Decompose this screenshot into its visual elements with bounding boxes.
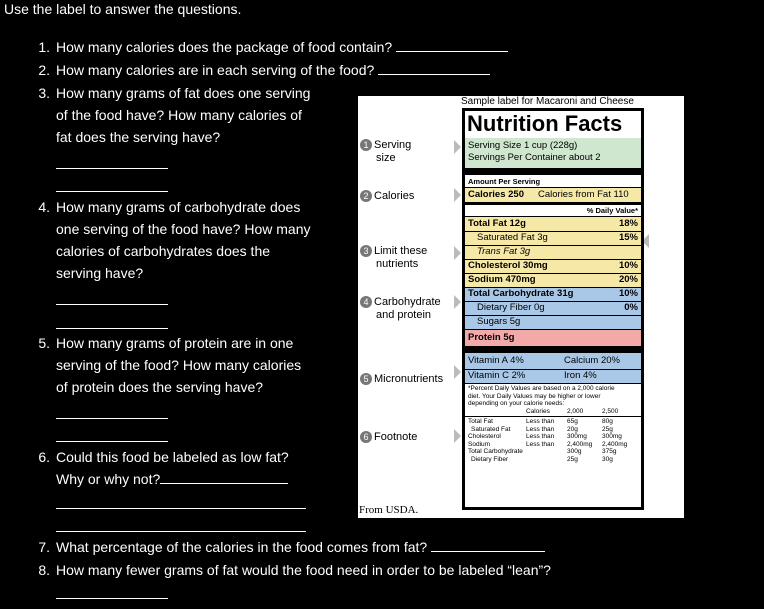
question-number: 4. — [38, 199, 50, 215]
question-number: 3. — [38, 85, 50, 101]
question-text: How many calories does the package of food contain? — [56, 39, 393, 55]
answer-blank[interactable] — [56, 191, 168, 192]
nutrition-label-figure — [358, 96, 684, 518]
callout-serving-size: 1 Serving size — [360, 139, 411, 165]
question-6 — [28, 446, 289, 490]
dietary-fiber-row: Dietary Fiber 0g 0% — [477, 302, 638, 313]
question-8 — [28, 559, 551, 581]
callout-carbohydrate-protein: 4 Carbohydrate and protein — [360, 296, 441, 322]
instruction: Use the label to answer the questions. — [4, 1, 242, 17]
question-number: 5. — [38, 335, 50, 351]
callout-limit-nutrients: 3 Limit these nutrients — [360, 245, 427, 271]
vitamin-c-row: Vitamin C 2% Iron 4% — [468, 370, 597, 381]
answer-blank[interactable] — [56, 418, 168, 419]
question-7 — [28, 536, 545, 558]
answer-blank[interactable] — [56, 531, 306, 532]
saturated-fat-row: Saturated Fat 3g 15% — [477, 232, 638, 243]
question-text: What percentage of the calories in the food comes from fat? — [56, 539, 428, 555]
answer-blank[interactable] — [56, 441, 168, 442]
number-badge: 1 — [360, 139, 372, 151]
number-badge: 2 — [360, 190, 372, 202]
total-carbohydrate-row: Total Carbohydrate 31g 10% — [468, 288, 638, 299]
nutrition-facts-title: Nutrition Facts — [467, 111, 623, 136]
sugars-row: Sugars 5g — [477, 316, 521, 327]
answer-blank[interactable] — [160, 469, 288, 484]
callout-micronutrients: 5 Micronutrients — [360, 373, 443, 386]
figure-source: From USDA. — [359, 504, 419, 516]
number-badge: 4 — [360, 296, 372, 308]
question-2 — [28, 59, 490, 81]
question-number: 7. — [38, 539, 50, 555]
question-text: How many grams of fat does one serving of the food have? How many calories of fat does the serving have? — [56, 85, 311, 145]
question-number: 8. — [38, 562, 50, 578]
arrow-right-icon — [454, 246, 461, 260]
question-3 — [28, 82, 310, 148]
total-fat-row: Total Fat 12g 18% — [468, 218, 638, 229]
figure-caption: Sample label for Macaroni and Cheese — [461, 96, 634, 107]
answer-blank[interactable] — [396, 37, 508, 52]
question-text: How many calories are in each serving of the food? — [56, 62, 375, 78]
trans-fat-row: Trans Fat 3g — [477, 246, 531, 257]
guide-to-daily-value: Guide to % Daily Value — [652, 235, 682, 289]
answer-blank[interactable] — [56, 328, 168, 329]
answer-blank[interactable] — [56, 598, 168, 599]
question-5 — [28, 332, 301, 398]
callout-calories: 2 Calories — [360, 190, 414, 203]
arrow-right-icon — [454, 429, 461, 443]
answer-blank[interactable] — [431, 537, 545, 552]
arrow-right-icon — [454, 295, 461, 309]
question-4 — [28, 196, 311, 284]
number-badge: 6 — [360, 431, 372, 443]
number-badge: 5 — [360, 373, 372, 385]
calories-row: Calories 250 Calories from Fat 110 — [468, 189, 629, 200]
cholesterol-row: Cholesterol 30mg 10% — [468, 260, 638, 271]
callout-footnote: 6 Footnote — [360, 431, 417, 444]
question-1 — [28, 36, 508, 58]
answer-blank[interactable] — [378, 60, 490, 75]
protein-row: Protein 5g — [468, 332, 515, 343]
nutrition-facts-panel: Nutrition Facts Serving Size 1 cup (228g) Servings Per Container about 2 Amount Per Serving Calories 250 Calories from Fat 110 % Daily Value* Total Fat 12g 18% Saturated Fat 3g 15% Trans Fat 3g Cholesterol 30mg 10% Sodium 470mg 20% Total Carbohydrate 31g 10% Dietary Fiber 0g 0% Sugars 5g Protein 5g Vitamin A 4% Calcium 20% Vitamin C 2% Iron 4% *Percent Daily Values are based on a 2,000 calorie diet. Your Daily Values may be higher or lower depending on your calorie needs: Calories 2,000 2,500 Total Fat Less than 65g 80g Saturated Fat Less than 20g 25g Cholesterol Less than 300mg 300mg Sodium Less than 2,400mg 2,400mg Total Carbohydrate 300g 375g Dietary Fiber 25g 30g — [462, 108, 644, 510]
arrow-right-icon — [454, 188, 461, 202]
question-text: How many grams of protein are in one serving of the food? How many calories of protein does the serving have? — [56, 335, 302, 395]
number-badge: 3 — [360, 245, 372, 257]
answer-blank[interactable] — [56, 304, 168, 305]
question-text: How many grams of carbohydrate does one serving of the food have? How many calories of carbohydrates does the serving have? — [56, 199, 311, 281]
vitamin-a-row: Vitamin A 4% Calcium 20% — [468, 355, 620, 366]
sodium-row: Sodium 470mg 20% — [468, 274, 638, 285]
arrow-right-icon — [454, 140, 461, 154]
footnote-table: Total Fat Less than 65g 80g Saturated Fat Less than 20g 25g Cholesterol Less than 300mg 300mg Sodium Less than 2,400mg 2,400mg Total Carbohydrate 300g 375g Dietary Fiber 25g 30g — [468, 418, 628, 463]
footnote-text: *Percent Daily Values are based on a 2,000 calorie diet. Your Daily Values may be higher or lower depending on your calorie needs: — [468, 385, 615, 407]
question-number: 1. — [38, 39, 50, 55]
serving-size: Serving Size 1 cup (228g) — [468, 140, 578, 151]
question-text: How many fewer grams of fat would the food need in order to be labeled “lean”? — [56, 562, 551, 578]
amount-per-serving: Amount Per Serving — [468, 177, 541, 186]
answer-blank[interactable] — [56, 168, 168, 169]
servings-per-container: Servings Per Container about 2 — [468, 152, 601, 163]
question-number: 2. — [38, 62, 50, 78]
question-text: Could this food be labeled as low fat? Why or why not? — [56, 449, 289, 487]
answer-blank[interactable] — [56, 508, 306, 509]
question-number: 6. — [38, 449, 50, 465]
arrow-right-icon — [454, 365, 461, 379]
